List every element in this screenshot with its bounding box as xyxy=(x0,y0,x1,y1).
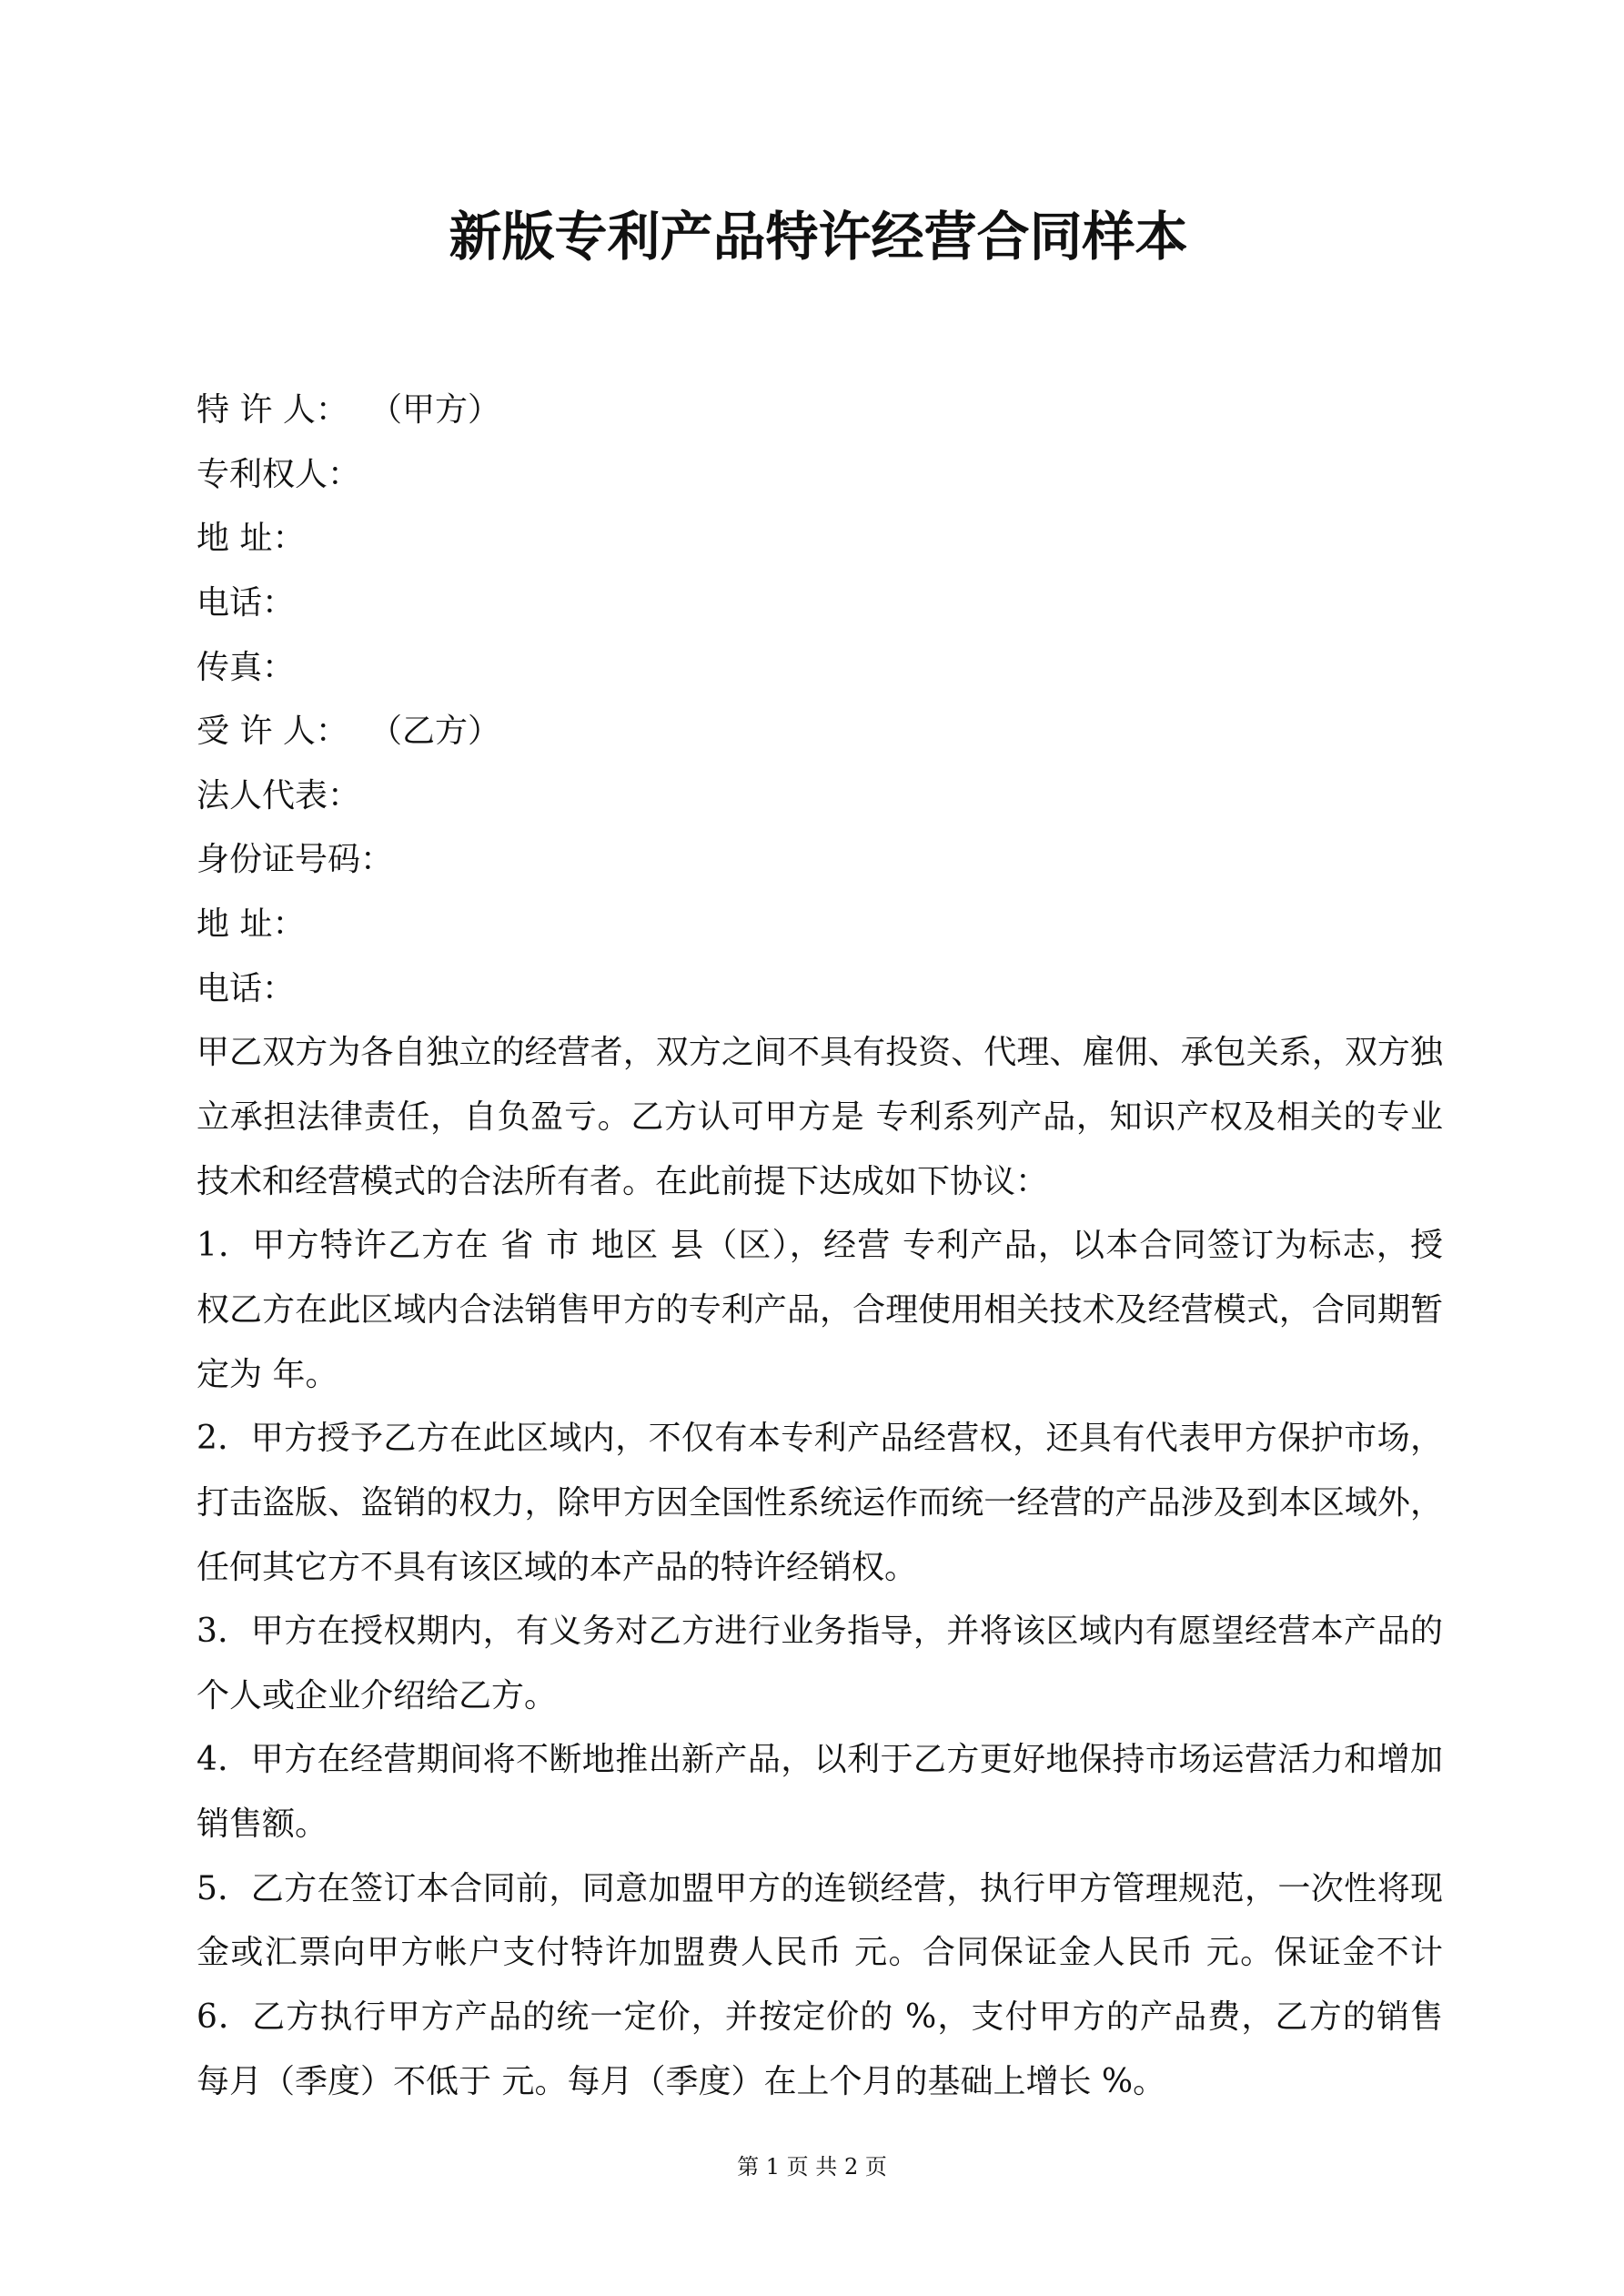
paragraph-line: 金或汇票向甲方帐户支付特许加盟费人民币 元。合同保证金人民币 元。保证金不计 xyxy=(197,1934,1443,1972)
paragraph-line: 定为 年。 xyxy=(197,1355,338,1393)
licensor-address-row xyxy=(197,507,1443,571)
clause-2 xyxy=(197,1407,1443,1600)
licensor-value: （甲方） xyxy=(369,391,501,429)
licensor-phone-row xyxy=(197,571,1443,636)
paragraph-line: 2．甲方授予乙方在此区域内，不仅有本专利产品经营权，还具有代表甲方保护市场， xyxy=(197,1420,1443,1458)
licensee-value: （乙方） xyxy=(369,713,501,751)
paragraph-line: 技术和经营模式的合法所有者。在此前提下达成如下协议： xyxy=(197,1162,1049,1200)
licensor-row xyxy=(197,379,1443,443)
clause-3 xyxy=(197,1600,1443,1728)
licensor-label: 特 许 人： xyxy=(197,391,348,429)
paragraph-line: 1．甲方特许乙方在 省 市 地区 县（区），经营 专利产品，以本合同签订为标志，授 xyxy=(197,1227,1443,1265)
clause-4 xyxy=(197,1728,1443,1856)
paragraph-line: 任何其它方不具有该区域的本产品的特许经销权。 xyxy=(197,1548,918,1586)
paragraph-line: 个人或企业介绍给乙方。 xyxy=(197,1676,558,1714)
page-number-footer: 第 1 页 共 2 页 xyxy=(737,2154,887,2180)
document-body xyxy=(197,379,1443,2114)
paragraph-line: 4．甲方在经营期间将不断地推出新产品，以利于乙方更好地保持市场运营活力和增加 xyxy=(197,1741,1443,1779)
party-info-block xyxy=(197,379,1443,1021)
clause-1 xyxy=(197,1214,1443,1407)
paragraph-line: 打击盗版、盗销的权力，除甲方因全国性系统运作而统一经营的产品涉及到本区域外， xyxy=(197,1483,1443,1522)
paragraph-line: 6．乙方执行甲方产品的统一定价，并按定价的 %，支付甲方的产品费，乙方的销售 xyxy=(197,1998,1443,2037)
licensee-address-label: 地 址： xyxy=(197,905,306,944)
paragraph-line: 销售额。 xyxy=(197,1805,328,1844)
paragraph-line: 权乙方在此区域内合法销售甲方的专利产品，合理使用相关技术及经营模式，合同期暂 xyxy=(197,1290,1443,1329)
licensor-fax-row xyxy=(197,636,1443,701)
licensee-label: 受 许 人： xyxy=(197,713,348,751)
paragraph-line: 甲乙双方为各自独立的经营者，双方之间不具有投资、代理、雇佣、承包关系，双方独 xyxy=(197,1034,1443,1072)
paragraph-line: 立承担法律责任，自负盈亏。乙方认可甲方是 专利系列产品，知识产权及相关的专业 xyxy=(197,1098,1443,1137)
licensee-row xyxy=(197,700,1443,764)
document-title: 新版专利产品特许经营合同样本 xyxy=(449,206,1188,268)
clause-5 xyxy=(197,1857,1443,1986)
licensee-phone-label: 电话： xyxy=(197,969,296,1007)
patentee-row xyxy=(197,443,1443,508)
legal-rep-row xyxy=(197,764,1443,829)
licensor-address-label: 地 址： xyxy=(197,520,306,558)
intro-paragraph xyxy=(197,1021,1443,1214)
legal-rep-label: 法人代表： xyxy=(197,776,361,814)
paragraph-line: 每月（季度）不低于 元。每月（季度）在上个月的基础上增长 %。 xyxy=(197,2062,1166,2100)
licensee-phone-row xyxy=(197,957,1443,1022)
clause-6 xyxy=(197,1986,1443,2114)
licensee-address-row xyxy=(197,893,1443,957)
id-number-row xyxy=(197,828,1443,893)
licensor-phone-label: 电话： xyxy=(197,583,296,622)
paragraph-line: 3．甲方在授权期内，有义务对乙方进行业务指导，并将该区域内有愿望经营本产品的 xyxy=(197,1613,1443,1651)
patentee-label: 专利权人： xyxy=(197,455,361,493)
paragraph-line: 5．乙方在签订本合同前，同意加盟甲方的连锁经营，执行甲方管理规范，一次性将现 xyxy=(197,1869,1443,1907)
id-number-label: 身份证号码： xyxy=(197,841,394,879)
licensor-fax-label: 传真： xyxy=(197,648,296,686)
